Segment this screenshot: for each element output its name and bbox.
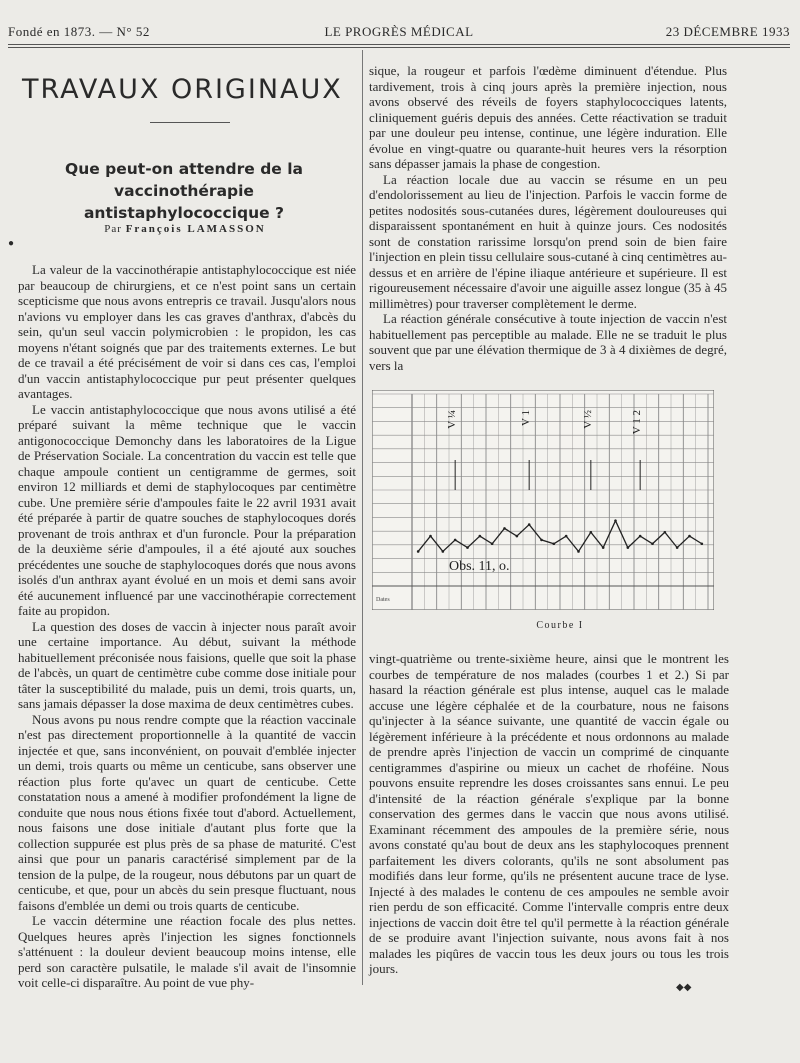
bullet-mark: ● [8,238,15,249]
data-point [602,546,605,549]
running-header [8,24,790,44]
injection-label: V ½ [581,410,594,429]
data-point [664,531,667,534]
journal-title: LE PROGRÈS MÉDICAL [324,24,474,39]
column-divider [362,50,363,985]
paragraph: sique, la rougeur et parfois l'œdème diminuent d'étendue. Plus tardivement, trois à cinq jours après la première injection, nous avons observé des réveils de foyers staphylococciques latents, cliniquement guéris depuis des années. Cette réactivation se traduit par une douleur peu intense, continue, une légère induration. Elle évolue en vingt-quatre ou quarante-huit heures vers la résorption sans dépasser jamais la phase de congestion. [369,63,727,171]
data-point [540,539,543,542]
article-title [34,158,334,224]
header-rule-bottom [8,47,790,48]
data-point [466,546,469,549]
data-point [701,542,704,545]
end-mark: ◆◆ [676,982,692,993]
temperature-chart [372,390,714,610]
data-point [417,550,420,553]
data-point [614,519,617,522]
data-point [491,542,494,545]
header-rule-top [8,44,790,45]
byline-prefix: Par [104,223,122,235]
data-point [528,523,531,526]
data-point [503,527,506,530]
paragraph: La réaction locale due au vaccin se résume en un peu d'endolorissement au lieu de l'injection. Parfois le vaccin forme de petites nodosités sous-cutanées dures, légèrement douloureuses qui disparaissent spontanément en huit à quinze jours. Ces nodosités sont de constation rarissime lorsqu'on prend soin de bien faire l'injection en plein tissu cellulaire sous-cutané à cinq centimètres au-dessus et en arrière de l'épine iliaque antérieure et supérieure. Il est rigoureusement nécessaire d'avoir une aiguille assez longue (35 à 45 millimètres) pour traverser complètement le derme. [369,171,727,311]
right-column-bottom [369,651,729,977]
data-point [651,542,654,545]
left-column [18,262,356,991]
data-point [454,539,457,542]
data-point [565,535,568,538]
article-title-line-1: Que peut-on attendre de la [65,160,303,178]
injection-label: V 1 [520,410,533,426]
data-point [688,535,691,538]
section-rule [150,122,230,123]
paragraph: Nous avons pu nous rendre compte que la réaction vaccinale n'est pas directement proportionnelle à la quantité de vaccin injectée et que, sans inconvénient, on pouvait d'emblée injecter un demi, trois quarts ou même un centicube, sans observer une réaction plus forte qu'avec un quart de centicube. Cette constatation nous a amené à modifier profondément la ligne de conduite que nous nous étions fixée tout d'abord. Actuellement, nous faisons une dose initiale d'autant plus forte que la collection suppurée est plus près de sa phase de maturité. C'est ainsi que pour un panaris caractérisé simplement par de la tension de la pulpe, de la rougeur, nous débutons par un quart de centicube, et que, pour un abcès du sein presque fluctuant, nous faisons d'emblée un demi ou trois quarts de centicube. [18,711,356,913]
article-title-line-2: vaccinothérapie antistaphylococcique ? [83,182,285,222]
data-point [627,546,630,549]
data-point [553,542,556,545]
paragraph: La question des doses de vaccin à injecter nous paraît avoir une certaine importance. Au début, suivant la méthode habituellement préconisée nous faisions, quelle que soit la phase de l'abcès, un quart de centimètre cube comme dose initiale pour tâter la susceptibilité du malade, puis un demi, trois quarts, un, sans jamais dépasser la dose maxima de deux centimètres cubes. [18,618,356,711]
data-point [590,531,593,534]
founded-issue: Fondé en 1873. — N° 52 [8,24,150,39]
data-point [442,550,445,553]
data-point [577,550,580,553]
paragraph: vingt-quatrième ou trente-sixième heure, ainsi que le montrent les courbes de température de nos malades (courbes 1 et 2.) Si par hasard la réaction générale est plus intense, auquel cas le malade accuse une légère céphalée et de la courbature, nous ne faisons qu'injecter à la séance suivante, une quantité de vaccin égale ou légèrement inférieure à la précédente et nous ordonnons au malade de prendre après l'injection de vaccin un comprimé de cinquante centigrammes d'aspirine ou mieux un cachet de rhoféine. Nous pouvons ensuite reprendre les doses croissantes sans ennui. Le peu d'intensité de la réaction générale s'explique par la bonne conservation des germes dans le vaccin que nous avons utilisé. Examinant récemment des ampoules de la première série, nous avons constaté qu'au bout de deux ans les staphylocoques prennent parfaitement les divers colorants, qu'ils ne sont absolument pas modifiés dans leur forme, qu'ils ne présentent aucune trace de lyse. Injecté à des malades le contenu de ces ampoules ne semble avoir rien perdu de son efficacité. Comme l'intervalle compris entre deux injections de vaccin doit être tel qu'il permette à la réaction générale de se produire avant l'injection suivante, nous avons fait à nos malades les piqûres de vaccin tous les deux jours ou tous les trois jours. [369,651,729,976]
data-point [639,535,642,538]
observation-annotation: Obs. 11, o. [449,559,510,574]
injection-label: V ¼ [446,410,459,429]
paragraph: La valeur de la vaccinothérapie antistaphylococcique est niée par beaucoup de chirurgiens, et ce n'est point sans un certain scepticisme que nous avons entrepris ce travail. Jusqu'alors nous n'avions vu employer dans les cas graves d'anthrax, d'abcès du sein, qu'un seul vaccin polymicrobien : le propidon, les cas moyens n'étant soignés que par des traitements externes. Le but de ce travail a été précisément de voir si dans ces cas, l'emploi d'un vaccin antistaphylococcique pur peut présenter quelques avantages. [18,262,356,401]
issue-date: 23 DÉCEMBRE 1933 [665,24,790,39]
paragraph: Le vaccin antistaphylococcique que nous avons utilisé a été préparé suivant la même technique que le vaccin antigonococcique Demonchy dans les laboratoires de la Ligue de Préservation Sociale. La concentration du vaccin est telle que chaque ampoule contient un centigramme de germes, soit environ 12 milliards et demi de staphylocoques par centimètre cube. Une première série d'ampoules faite le 22 avril 1931 avait été préparée à partir de quatre souches de staphylocoques dorés provenant de trois anthrax et d'un furoncle. Pour la préparation de la deuxième série d'ampoules, il a été ajouté aux souches précédentes une souche de staphylocoques dorés que nous avons isolés d'un anthrax ayant évolué en un mois et demi sans avoir été aucunement influencé par une vaccinothérapie correctement faite au propidon. [18,401,356,618]
paragraph: Le vaccin détermine une réaction focale des plus nettes. Quelques heures après l'injection les signes fonctionnels s'atténuent : la douleur devient beaucoup moins intense, elle perd son caractère pulsatile, le malade s'il avait de l'insomnie voit celle-ci disparaître. Au point de vue phy- [18,913,356,990]
injection-label: V 1 2 [631,410,644,435]
dates-row-label: Dates [376,597,390,603]
right-column-top [369,63,727,373]
byline [60,223,310,235]
figure-caption: Courbe I [536,620,584,631]
section-title: TRAVAUX ORIGINAUX [22,74,343,105]
data-point [676,546,679,549]
data-point [479,535,482,538]
author-name: François LAMASSON [125,223,266,235]
data-point [516,535,519,538]
paragraph: La réaction générale consécutive à toute injection de vaccin n'est habituellement pas perceptible au malade. Elle ne se traduit le plus souvent que par une élévation thermique de 3 à 4 dixièmes de degré, vers la [369,311,727,373]
data-point [429,535,432,538]
